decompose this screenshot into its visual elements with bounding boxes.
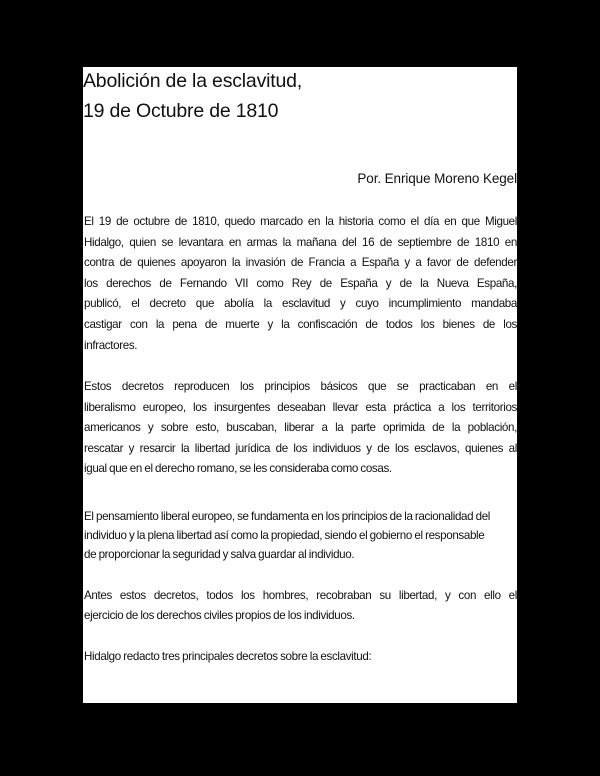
paragraph-line: infractores. <box>84 338 138 352</box>
paragraph-line: individuo y la plena libertad así como la propiedad, siendo el gobierno el responsable <box>84 528 485 542</box>
paragraph-1 <box>84 212 517 356</box>
paragraph-line: rescatar y resarcir la libertad jurídica de los individuos y de los esclavos, quienes al <box>84 441 517 455</box>
paragraph-line: Hidalgo redacto tres principales decretos sobre la esclavitud: <box>84 650 372 663</box>
document-title-line-2: 19 de Octubre de 1810 <box>83 100 279 122</box>
paragraph-line: Antes estos decretos, todos los hombres, recobraban su libertad, y con ello el <box>84 589 517 602</box>
paragraph-line: El 19 de octubre de 1810, quedo marcado en la historia como el día en que Miguel <box>84 215 517 228</box>
author-byline: Por. Enrique Moreno Kegel <box>357 171 517 186</box>
paragraph-line: igual que en el derecho romano, se les consideraba como cosas. <box>84 462 392 475</box>
paragraph-4 <box>84 586 517 626</box>
paragraph-line: castigar con la pena de muerte y la confiscación de todos los bienes de los <box>84 317 517 331</box>
paragraph-2 <box>84 377 517 480</box>
paragraph-line: de proporcionar la seguridad y salva guardar al individuo. <box>84 547 355 561</box>
paragraph-3 <box>84 508 517 564</box>
paragraph-5 <box>84 647 517 667</box>
paragraph-line: Hidalgo, quien se levantara en armas la mañana del 16 de septiembre de 1810 en <box>84 235 517 249</box>
paragraph-line: contra de quienes apoyaron la invasión de Francia a España y a favor de defender <box>84 256 517 270</box>
paragraph-line: El pensamiento liberal europeo, se fundamenta en los principios de la racionalidad del <box>84 510 491 523</box>
paragraph-line: publicó, el decreto que abolía la esclavitud y cuyo incumplimiento mandaba <box>84 297 517 311</box>
document-page <box>83 67 517 703</box>
paragraph-line: americanos y sobre esto, buscaban, liberar a la parte oprimida de la población, <box>84 421 517 434</box>
document-title-line-1: Abolición de la esclavitud, <box>83 70 302 92</box>
paragraph-line: Estos decretos reproducen los principios básicos que se practicaban en el <box>84 380 517 393</box>
paragraph-line: los derechos de Fernando VII como Rey de España y de la Nueva España, <box>84 276 517 290</box>
paragraph-line: liberalismo europeo, los insurgentes deseaban llevar esta práctica a los territorios <box>84 400 517 414</box>
paragraph-line: ejercicio de los derechos civiles propios de los individuos. <box>84 609 355 622</box>
